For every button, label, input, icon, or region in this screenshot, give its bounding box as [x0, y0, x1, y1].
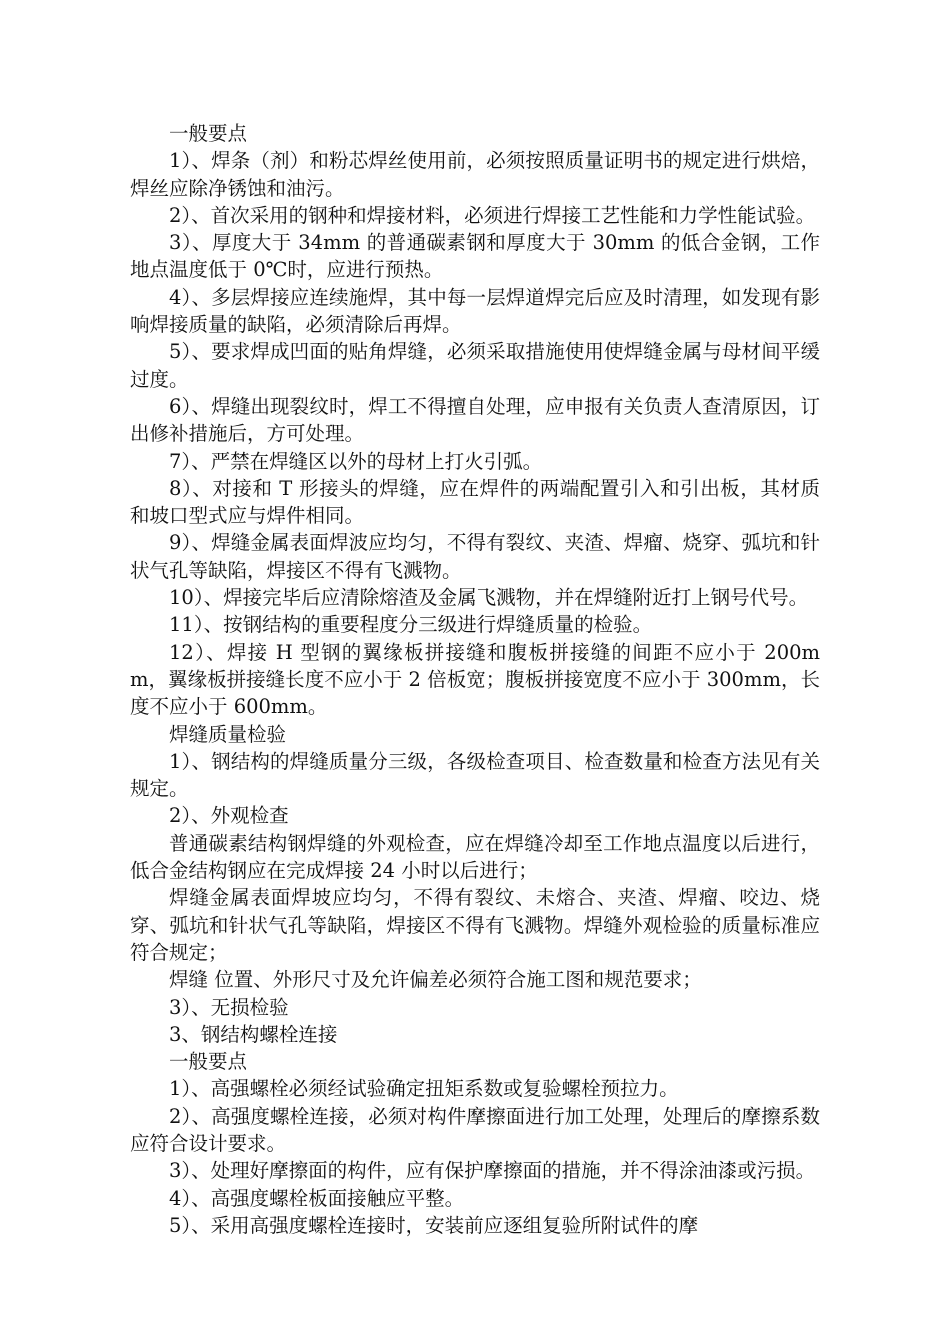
- paragraph-item-9: 9）、焊缝金属表面焊波应均匀，不得有裂纹、夹渣、焊瘤、烧穿、弧坑和针状气孔等缺陷，焊接区不得有飞溅物。: [130, 531, 820, 582]
- paragraph-item-10: 10）、焊接完毕后应清除熔渣及金属飞溅物，并在焊缝附近打上钢号代号。: [169, 586, 809, 610]
- paragraph-bolt-1: 1）、高强螺栓必须经试验确定扭矩系数或复验螺栓预拉力。: [169, 1077, 679, 1101]
- paragraph-bolt-3: 3）、处理好摩擦面的构件，应有保护摩擦面的措施，并不得涂油漆或污损。: [169, 1159, 816, 1183]
- paragraph-inspection-2: 2）、外观检查: [169, 804, 289, 828]
- paragraph-item-4: 4）、多层焊接应连续施焊，其中每一层焊道焊完后应及时清理，如发现有影响焊接质量的缺陷，必须清除后再焊。: [130, 285, 820, 337]
- heading-general-points-2: 一般要点: [169, 1050, 248, 1074]
- paragraph-item-6: 6）、焊缝出现裂纹时，焊工不得擅自处理，应申报有关负责人查清原因，订出修补措施后，方可处理。: [130, 394, 820, 446]
- heading-general-points: 一般要点: [169, 122, 248, 145]
- paragraph-bolt-4: 4）、高强度螺栓板面接触应平整。: [169, 1186, 465, 1210]
- paragraph-inspection-1: 1）、钢结构的焊缝质量分三级，各级检查项目、检查数量和检查方法见有关规定。: [130, 749, 820, 801]
- paragraph-item-3: 3）、厚度大于 34mm 的普通碳素钢和厚度大于 30mm 的低合金钢，工作地点温度低于 0℃时，应进行预热。: [130, 231, 820, 282]
- paragraph-item-5: 5）、要求焊成凹面的贴角焊缝，必须采取措施使用使焊缝金属与母材间平缓过度。: [130, 340, 820, 391]
- paragraph-item-8: 8）、对接和 T 形接头的焊缝，应在焊件的两端配置引入和引出板，其材质和坡口型式应与焊件相同。: [130, 476, 820, 528]
- paragraph-item-2: 2）、首次采用的钢种和焊接材料，必须进行焊接工艺性能和力学性能试验。: [169, 203, 816, 227]
- paragraph-bolt-5: 5）、采用高强度螺栓连接时，安装前应逐组复验所附试件的摩: [169, 1213, 699, 1237]
- heading-bolt-connection: 3、钢结构螺栓连接: [169, 1022, 338, 1046]
- document-body: [130, 120, 820, 1239]
- paragraph-item-1: 1）、焊条（剂）和粉芯焊丝使用前，必须按照质量证明书的规定进行烘焙，焊丝应除净锈蚀和油污。: [130, 149, 820, 200]
- paragraph-bolt-2: 2）、高强度螺栓连接，必须对构件摩擦面进行加工处理，处理后的摩擦系数应符合设计要求。: [130, 1104, 820, 1155]
- paragraph-item-12: 12）、焊接 H 型钢的翼缘板拼接缝和腹板拼接缝的间距不应小于 200mm，翼缘板拼接缝长度不应小于 2 倍板宽；腹板拼接宽度不应小于 300mm，长度不应小于 600mm。: [130, 640, 820, 719]
- heading-weld-quality-inspection: 焊缝质量检验: [169, 722, 287, 746]
- paragraph-visual-inspection-timing: 普通碳素结构钢焊缝的外观检查，应在焊缝冷却至工作地点温度以后进行，低合金结构钢应在完成焊接 24 小时以后进行；: [130, 831, 820, 883]
- paragraph-visual-inspection-position: 焊缝 位置、外形尺寸及允许偏差必须符合施工图和规范要求；: [169, 968, 702, 992]
- paragraph-visual-inspection-surface: 焊缝金属表面焊坡应均匀，不得有裂纹、未熔合、夹渣、焊瘤、咬边、烧穿、弧坑和针状气孔等缺陷，焊接区不得有飞溅物。焊缝外观检验的质量标准应符合规定；: [130, 886, 820, 964]
- paragraph-item-7: 7）、严禁在焊缝区以外的母材上打火引弧。: [169, 449, 543, 473]
- paragraph-item-11: 11）、按钢结构的重要程度分三级进行焊缝质量的检验。: [169, 613, 653, 637]
- paragraph-inspection-3: 3）、无损检验: [169, 995, 289, 1019]
